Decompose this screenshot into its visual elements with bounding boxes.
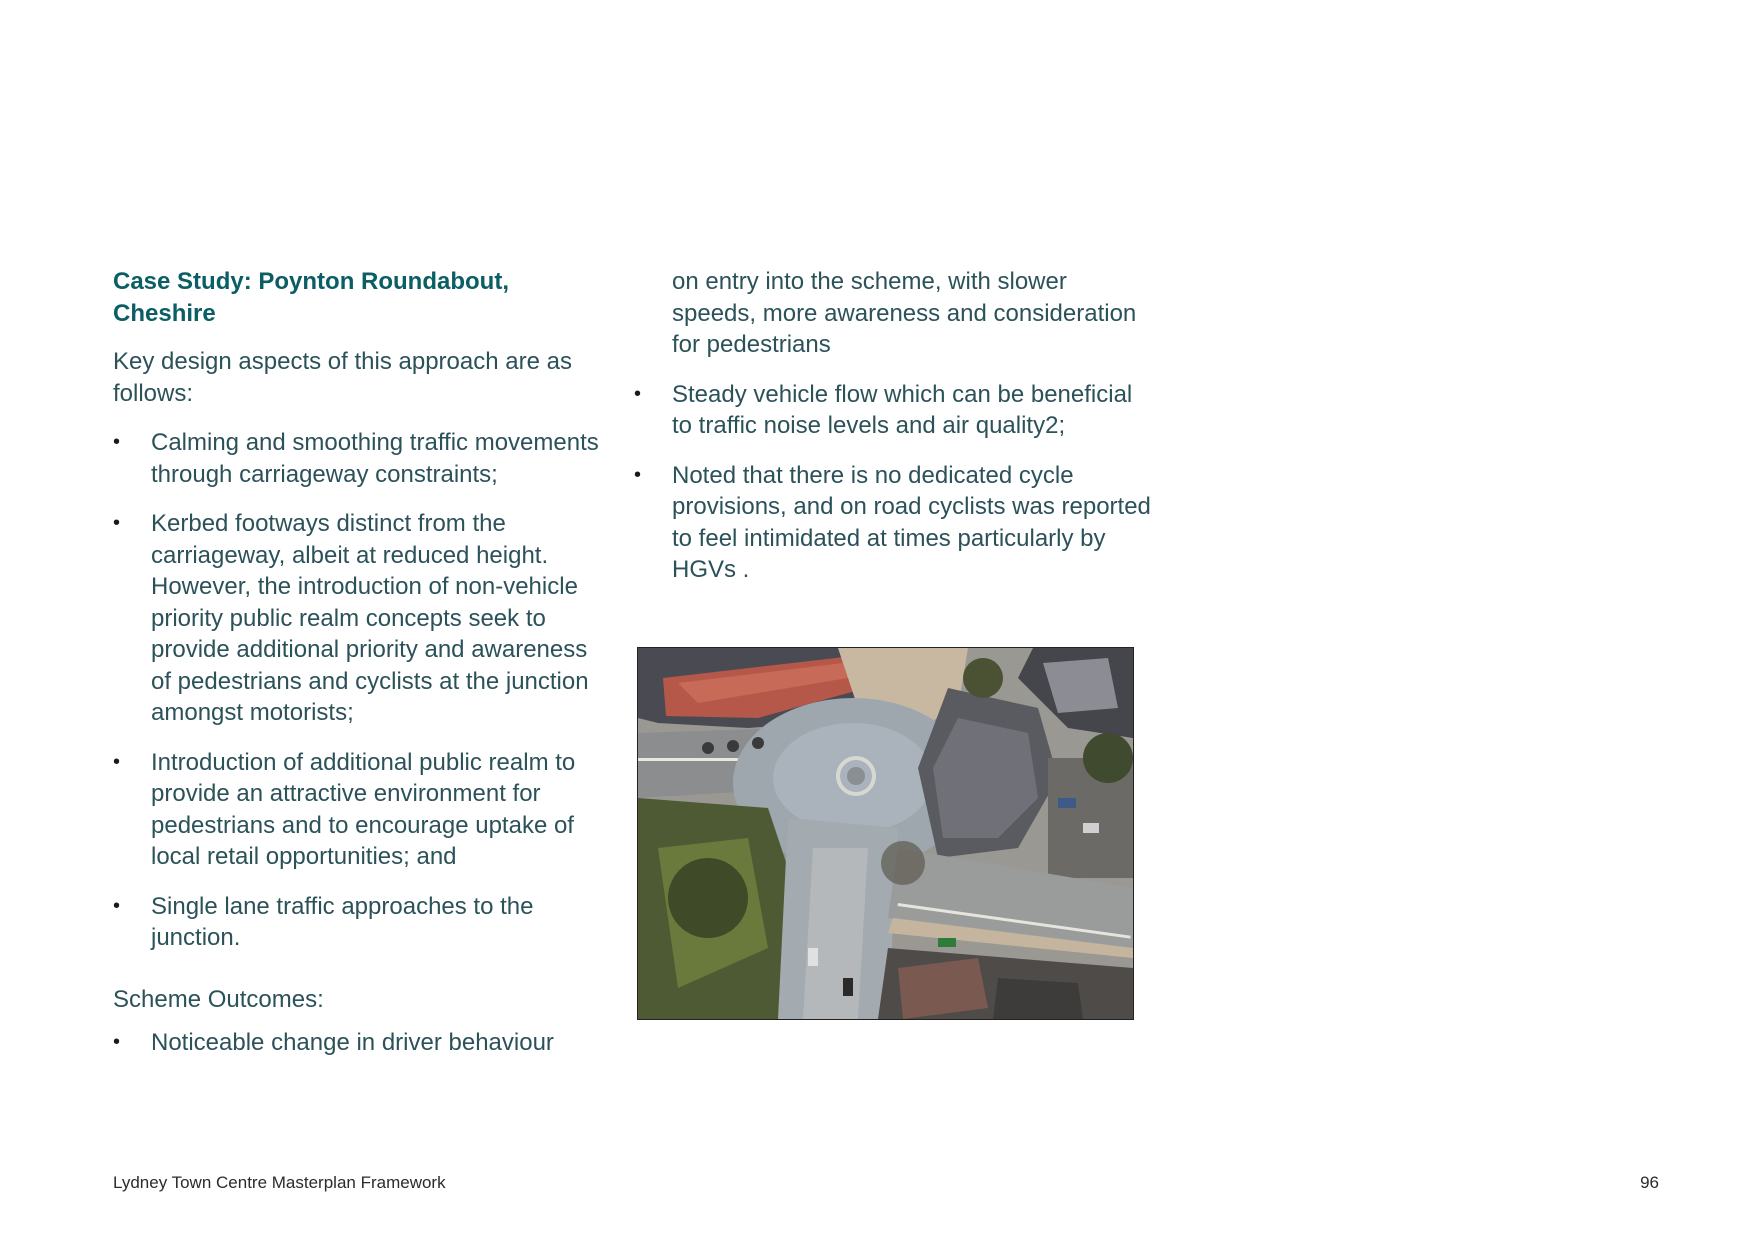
- list-item: [113, 1027, 613, 1059]
- aerial-photo-roundabout: [637, 647, 1134, 1020]
- list-item-text: Calming and smoothing traffic movements through carriageway constraints;: [151, 429, 599, 488]
- footer-document-title: Lydney Town Centre Masterplan Framework: [113, 1173, 446, 1192]
- bullet-icon: •: [113, 512, 121, 534]
- list-item-text: Kerbed footways distinct from the carriageway, albeit at reduced height. However, the introduction of non-vehicle priority public realm concepts seek to provide additional priority and awareness of pedestrians and cyclists at the junction amongst motorists;: [151, 510, 589, 726]
- intro-paragraph: Key design aspects of this approach are as follows:: [113, 348, 572, 407]
- list-item: [113, 427, 613, 490]
- bullet-icon: •: [113, 894, 121, 917]
- list-item-text: Noticeable change in driver behaviour: [151, 1029, 554, 1056]
- list-item-text: Introduction of additional public realm to provide an attractive environment for pedestrians and to encourage uptake of local retail opportunities; and: [151, 748, 576, 870]
- left-column: [113, 266, 613, 1077]
- outcomes-list: [113, 1027, 613, 1059]
- bullet-icon: •: [634, 382, 642, 405]
- list-item: [634, 460, 1154, 586]
- list-item-text: Noted that there is no dedicated cycle provisions, and on road cyclists was reported to feel intimidated at times particularly by HGVs .: [672, 461, 1151, 583]
- design-aspects-list: [113, 427, 613, 954]
- outcomes-list-continued: [634, 379, 1154, 586]
- list-item: [113, 891, 613, 954]
- list-item: [634, 379, 1154, 442]
- case-study-heading: Case Study: Poynton Roundabout, Cheshire: [113, 268, 509, 327]
- outcomes-heading: Scheme Outcomes:: [113, 985, 324, 1013]
- list-item-text: Single lane traffic approaches to the junction.: [151, 892, 534, 951]
- page-number: 96: [1640, 1173, 1659, 1192]
- bullet-icon: •: [113, 431, 121, 453]
- bullet-icon: •: [634, 463, 642, 486]
- list-item: [113, 747, 613, 873]
- list-item-text: Steady vehicle flow which can be beneficial to traffic noise levels and air quality2;: [672, 380, 1133, 439]
- list-item: [113, 508, 613, 729]
- continued-bullet-text: on entry into the scheme, with slower speeds, more awareness and consideration for pedestrians: [672, 268, 1137, 358]
- bullet-icon: •: [113, 750, 121, 773]
- right-column: [634, 266, 1154, 604]
- bullet-icon: •: [113, 1031, 121, 1053]
